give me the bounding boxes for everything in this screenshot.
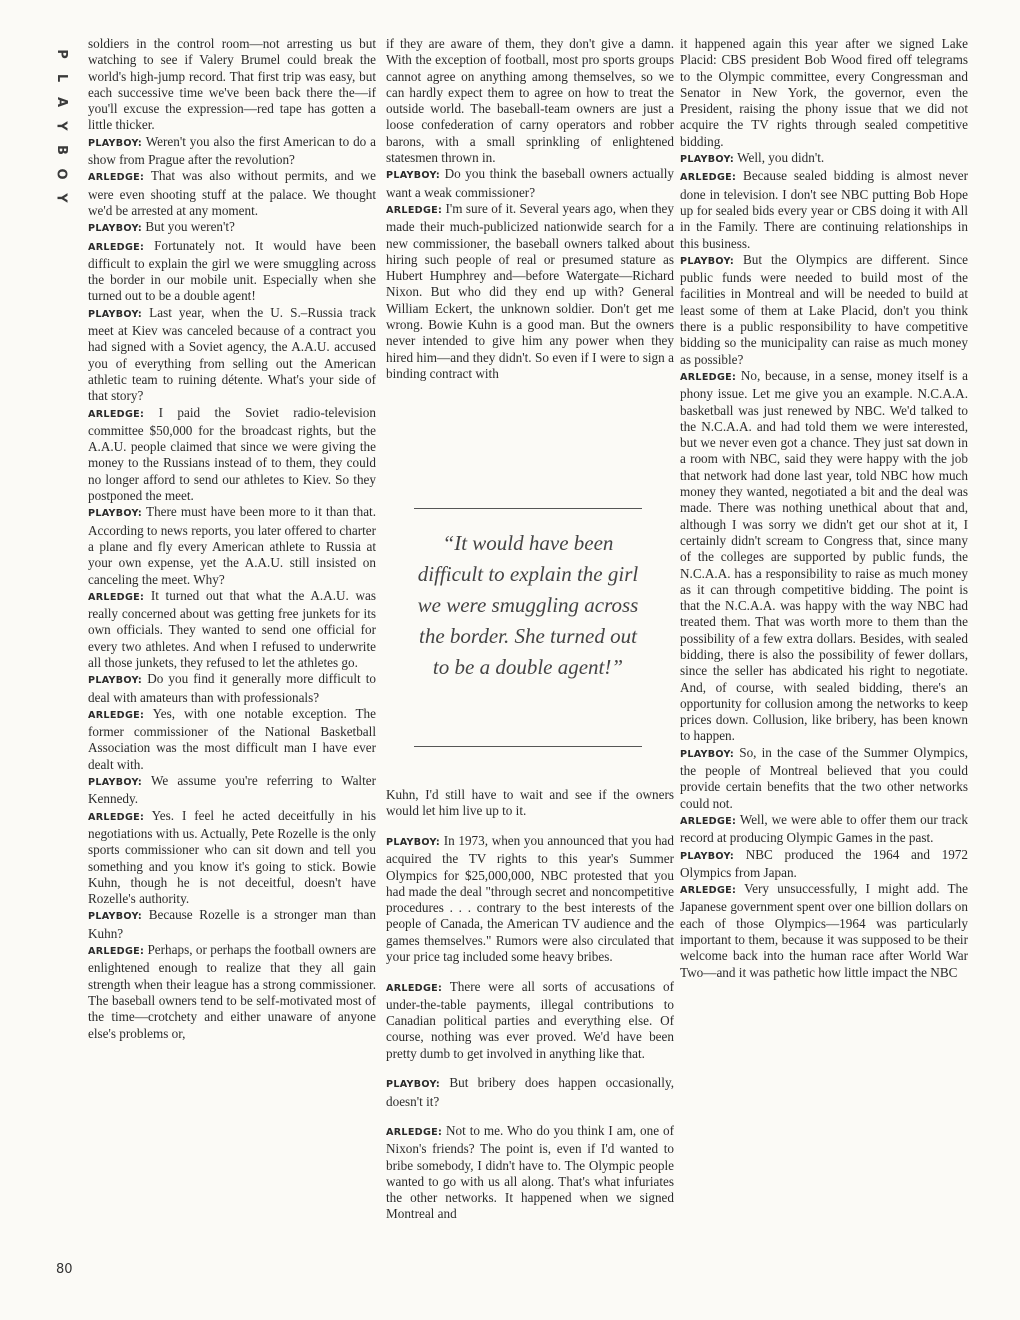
speaker-label: PLAYBOY: [88, 508, 143, 520]
speaker-label: PLAYBOY: [386, 836, 441, 848]
paragraph [680, 745, 968, 812]
speaker-label: PLAYBOY: [680, 255, 735, 267]
speaker-label: ARLEDGE: [88, 408, 145, 420]
paragraph [88, 305, 376, 405]
paragraph-text: Not to me. Who do you think I am, one of Nixon's friends? The point is, even if I'd wanted to bribe somebody, I didn't have to. The Olympic people wanted to go with us all along. That's what infuriates the other networks. It happened when we signed Montreal and [386, 1122, 674, 1222]
paragraph-text: soldiers in the control room—not arresting us but watching to see if Valery Brumel could break the world's high-jump record. That first trip was easy, but each successive time we've been back there the—if you'll excuse the expression—red tape has gotten a little thicker. [88, 36, 376, 133]
paragraph [386, 1123, 674, 1223]
paragraph [88, 588, 376, 671]
page-number: 80 [56, 1262, 73, 1277]
speaker-label: PLAYBOY: [88, 308, 143, 320]
speaker-label: ARLEDGE: [88, 709, 145, 721]
paragraph-text: Last year, when the U. S.–Russia track meet at Kiev was canceled because of a contract you had signed with a Soviet agency, the A.A.U. accused you of everything from selling out the American athletic team to ruining détente. What's your side of that story? [88, 304, 376, 404]
speaker-label: PLAYBOY: [680, 850, 735, 862]
text-column-2-bottom [386, 774, 674, 1236]
text-column-1 [88, 36, 376, 1282]
text-column-3 [680, 36, 968, 1282]
paragraph-text: Yes, with one notable exception. The former commissioner of the National Basketball Association was the most difficult man I have ever dealt with. [88, 705, 377, 772]
paragraph-text: it happened again this year after we signed Lake Placid: CBS president Bob Wood fired off telegrams to the Olympic committee, every Congressman and Senator in New York, the governor, even the President, raising the phony issue that we did not acquire the TV rights through sealed competitive bidding. [680, 36, 968, 149]
paragraph [88, 36, 376, 134]
speaker-label: PLAYBOY: [386, 170, 441, 182]
pull-quote: “It would have been difficult to explain the girl we were smuggling across the border. She turned out to be a double agent!” [417, 531, 639, 679]
paragraph-text: I'm sure of it. Several years ago, when they made their much-publicized nationwide search for a new commissioner, the baseball owners talked about hiring such people of real or presumed stature as Hubert Humphrey and—before Watergate—Richard Nixon. But who did they end up with? General William Eckert, the unknown soldier. Don't get me wrong. Bowie Kuhn is a good man. But the owners never intended to give him any power when they hired him—and they didn't. So even if I were to sign a binding contract with [386, 200, 674, 381]
paragraph-text: Do you think the baseball owners actually want a weak commissioner? [386, 166, 675, 200]
paragraph [88, 942, 376, 1042]
speaker-label: ARLEDGE: [88, 946, 145, 958]
pull-quote-top-rule [414, 508, 642, 509]
paragraph-text: There were all sorts of accusations of under-the-table payments, illegal contributions to Canadian political parties and everything else. Of course, nothing was ever proved. We'd have been pretty dumb to get involved in anything like that. [386, 978, 674, 1061]
speaker-label: PLAYBOY: [88, 911, 143, 923]
paragraph [88, 405, 376, 505]
speaker-label: PLAYBOY: [680, 748, 735, 760]
speaker-label: ARLEDGE: [88, 241, 145, 253]
paragraph [88, 907, 376, 942]
paragraph [680, 881, 968, 981]
speaker-label: ARLEDGE: [680, 815, 737, 827]
paragraph [88, 808, 376, 908]
speaker-label: PLAYBOY: [88, 137, 143, 149]
paragraph-text: But bribery does happen occasionally, doesn't it? [386, 1075, 674, 1109]
paragraph-text: I paid the Soviet radio-television committee $50,000 for the broadcast rights, but the A.A.U. people claimed that since we were giving the money to the Russians instead of to them, they could no longer afford to send our athletes to Kiev. So they postponed the meet. [88, 404, 376, 504]
paragraph-text: There must have been more to it than that. According to news reports, you later offered to charter a plane and fly every American athlete to Russia at your own expense, yet the A.A.U. still insisted on canceling the meet. Why? [88, 504, 377, 587]
paragraph [680, 150, 968, 168]
paragraph [680, 847, 968, 882]
paragraph-text: Weren't you also the first American to do a show from Prague after the revolution? [88, 133, 377, 168]
speaker-label: ARLEDGE: [386, 204, 443, 216]
speaker-label: ARLEDGE: [680, 371, 737, 383]
paragraph [386, 979, 674, 1062]
speaker-label: ARLEDGE: [680, 885, 737, 897]
paragraph [88, 504, 376, 587]
paragraph-text: Well, we were able to offer them our track record at producing Olympic Games in the past. [680, 811, 969, 846]
paragraph [88, 219, 376, 237]
paragraph-text: In 1973, when you announced that you had acquired the TV rights to this year's Summer Olympics for $25,000,000, NBC protested that you had made the deal "through secret and noncompetitive procedures . . . contrary to the best interests of the people of Canada, the American TV audience and the games themselves." Rumors were also circulated that your price tag included some heavy bribes. [386, 832, 674, 965]
paragraph [680, 812, 968, 847]
text-column-2 [386, 36, 674, 492]
paragraph [88, 238, 376, 305]
paragraph-text: Very unsuccessfully, I might add. The Japanese government spent over one billion dollars on each of those Olympics—1964 was particularly important to them, because it was supposed to be their welcome back into the human race after World War Two—and it was pathetic how little impact the NBC [680, 881, 969, 980]
text-column-2-top [386, 36, 674, 492]
paragraph-text: Fortunately not. It would have been difficult to explain the girl we were smuggling across the border in our mobile unit. Especially when she turned out to be a double agent! [88, 237, 377, 304]
paragraph-text: Do you find it generally more difficult to deal with amateurs than with professionals? [88, 671, 377, 705]
paragraph-text: Well, you didn't. [737, 150, 825, 166]
paragraph [386, 833, 674, 965]
paragraph-text: So, in the case of the Summer Olympics, the people of Montreal believed that you could provide certain benefits that the two other networks could not. [680, 744, 969, 811]
paragraph [680, 252, 968, 368]
paragraph [88, 134, 376, 169]
speaker-label: PLAYBOY: [88, 675, 143, 687]
speaker-label: ARLEDGE: [88, 172, 145, 184]
paragraph [386, 36, 674, 166]
speaker-label: ARLEDGE: [88, 591, 145, 603]
speaker-label: ARLEDGE: [386, 1126, 443, 1138]
paragraph [386, 1075, 674, 1110]
speaker-label: PLAYBOY: [88, 223, 143, 235]
paragraph [88, 671, 376, 706]
paragraph-text: It turned out that what the A.A.U. was really concerned about was getting free junkets for its own officials. They wanted to send one official for every two athletes. And when I refused to underwrite all those junkets, they refused to let the athletes go. [88, 587, 377, 670]
paragraph-text: Because sealed bidding is almost never done in television. I don't see NBC putting Bob Hope up for sealed bids every year or CBS doing it with All in the Family. There are continuing relationships in this business. [680, 168, 969, 251]
speaker-label: PLAYBOY: [386, 1079, 441, 1091]
paragraph-text: Because Rozelle is a stronger man than Kuhn? [88, 907, 377, 941]
paragraph [680, 368, 968, 745]
speaker-label: ARLEDGE: [88, 811, 145, 823]
paragraph [386, 787, 674, 820]
speaker-label: PLAYBOY: [680, 154, 735, 166]
paragraph-text: if they are aware of them, they don't give a damn. With the exception of football, most pro sports groups cannot agree on anything among themselves, so we can hardly expect them to agree on how to treat the outside world. The baseball-team owners are just a loose confederation of carny operators and robber barons, with a small sprinkling of enlightened statesmen thrown in. [386, 36, 674, 166]
paragraph-text: But you weren't? [145, 219, 235, 235]
playboy-vertical-logo: P L A Y B O Y [53, 49, 69, 203]
paragraph-text: That was also without permits, and we were even shooting stuff at the palace. We thought we'd be arrested at any moment. [88, 168, 376, 218]
paragraph-text: NBC produced the 1964 and 1972 Olympics from Japan. [680, 846, 968, 880]
paragraph-text: No, because, in a sense, money itself is a phony issue. Let me give you an example. N.C.A.A. basketball was just renewed by NBC. We'd talked to the N.C.A.A. and had told them we were interested, but we never even got a chance. They just sat down in a room with NBC, said they were happy with the job that network had done last year, told NBC how much money they wanted, negotiated a bit and the deal was made. There was nothing unethical about that and, although I was sorry we didn't get our shot at it, I certainly didn't scream to Congress that, since many of the colleges are supported by public funds, the N.C.A.A. has a responsibility to raise as much money as it can through competitive bidding. The point is that the N.C.A.A. was happy with the way NBC had treated them. That was worth more to them than the possibility of a few extra dollars. Besides, with sealed bidding, there is also the possibility of fewer dollars, since the seller has abdicated his right to negotiate. And, of course, with sealed bidding, there's an opportunity for collusion among the networks to keep prices down. Collusion, like bribery, has been known to happen. [680, 367, 969, 744]
paragraph-text: Yes. I feel he acted deceitfully in his negotiations with us. Actually, Pete Rozelle is the only sports commissioner who can sit down and tell you something and you know it's going to stick. Bowie Kuhn, though he is not deceitful, doesn't have Rozelle's authority. [88, 807, 376, 907]
paragraph [386, 201, 674, 382]
paragraph [88, 168, 376, 219]
paragraph-text: But the Olympics are different. Since public funds were needed to build most of the facilities in Montreal and will be needed to build at least some of them at Lake Placid, don't you think there is a public responsibility to have competitive bidding so the municipality can raise as much money as possible? [680, 251, 968, 367]
paragraph [88, 773, 376, 808]
paragraph [88, 706, 376, 773]
paragraph [680, 36, 968, 150]
speaker-label: ARLEDGE: [386, 982, 443, 994]
speaker-label: PLAYBOY: [88, 777, 143, 789]
paragraph-text: Kuhn, I'd still have to wait and see if the owners would let him live up to it. [386, 787, 674, 819]
paragraph-text: We assume you're referring to Walter Kennedy. [88, 773, 376, 807]
pull-quote-bottom-rule [414, 746, 642, 747]
paragraph [680, 168, 968, 251]
paragraph-text: Perhaps, or perhaps the football owners are enlightened enough to realize that they all gain strength when their league has a strong commissioner. The baseball owners tend to be self-motivated most of the time—crotchety and either unaware of anyone else's problems or, [88, 942, 376, 1041]
speaker-label: ARLEDGE: [680, 172, 737, 184]
paragraph [386, 166, 674, 201]
